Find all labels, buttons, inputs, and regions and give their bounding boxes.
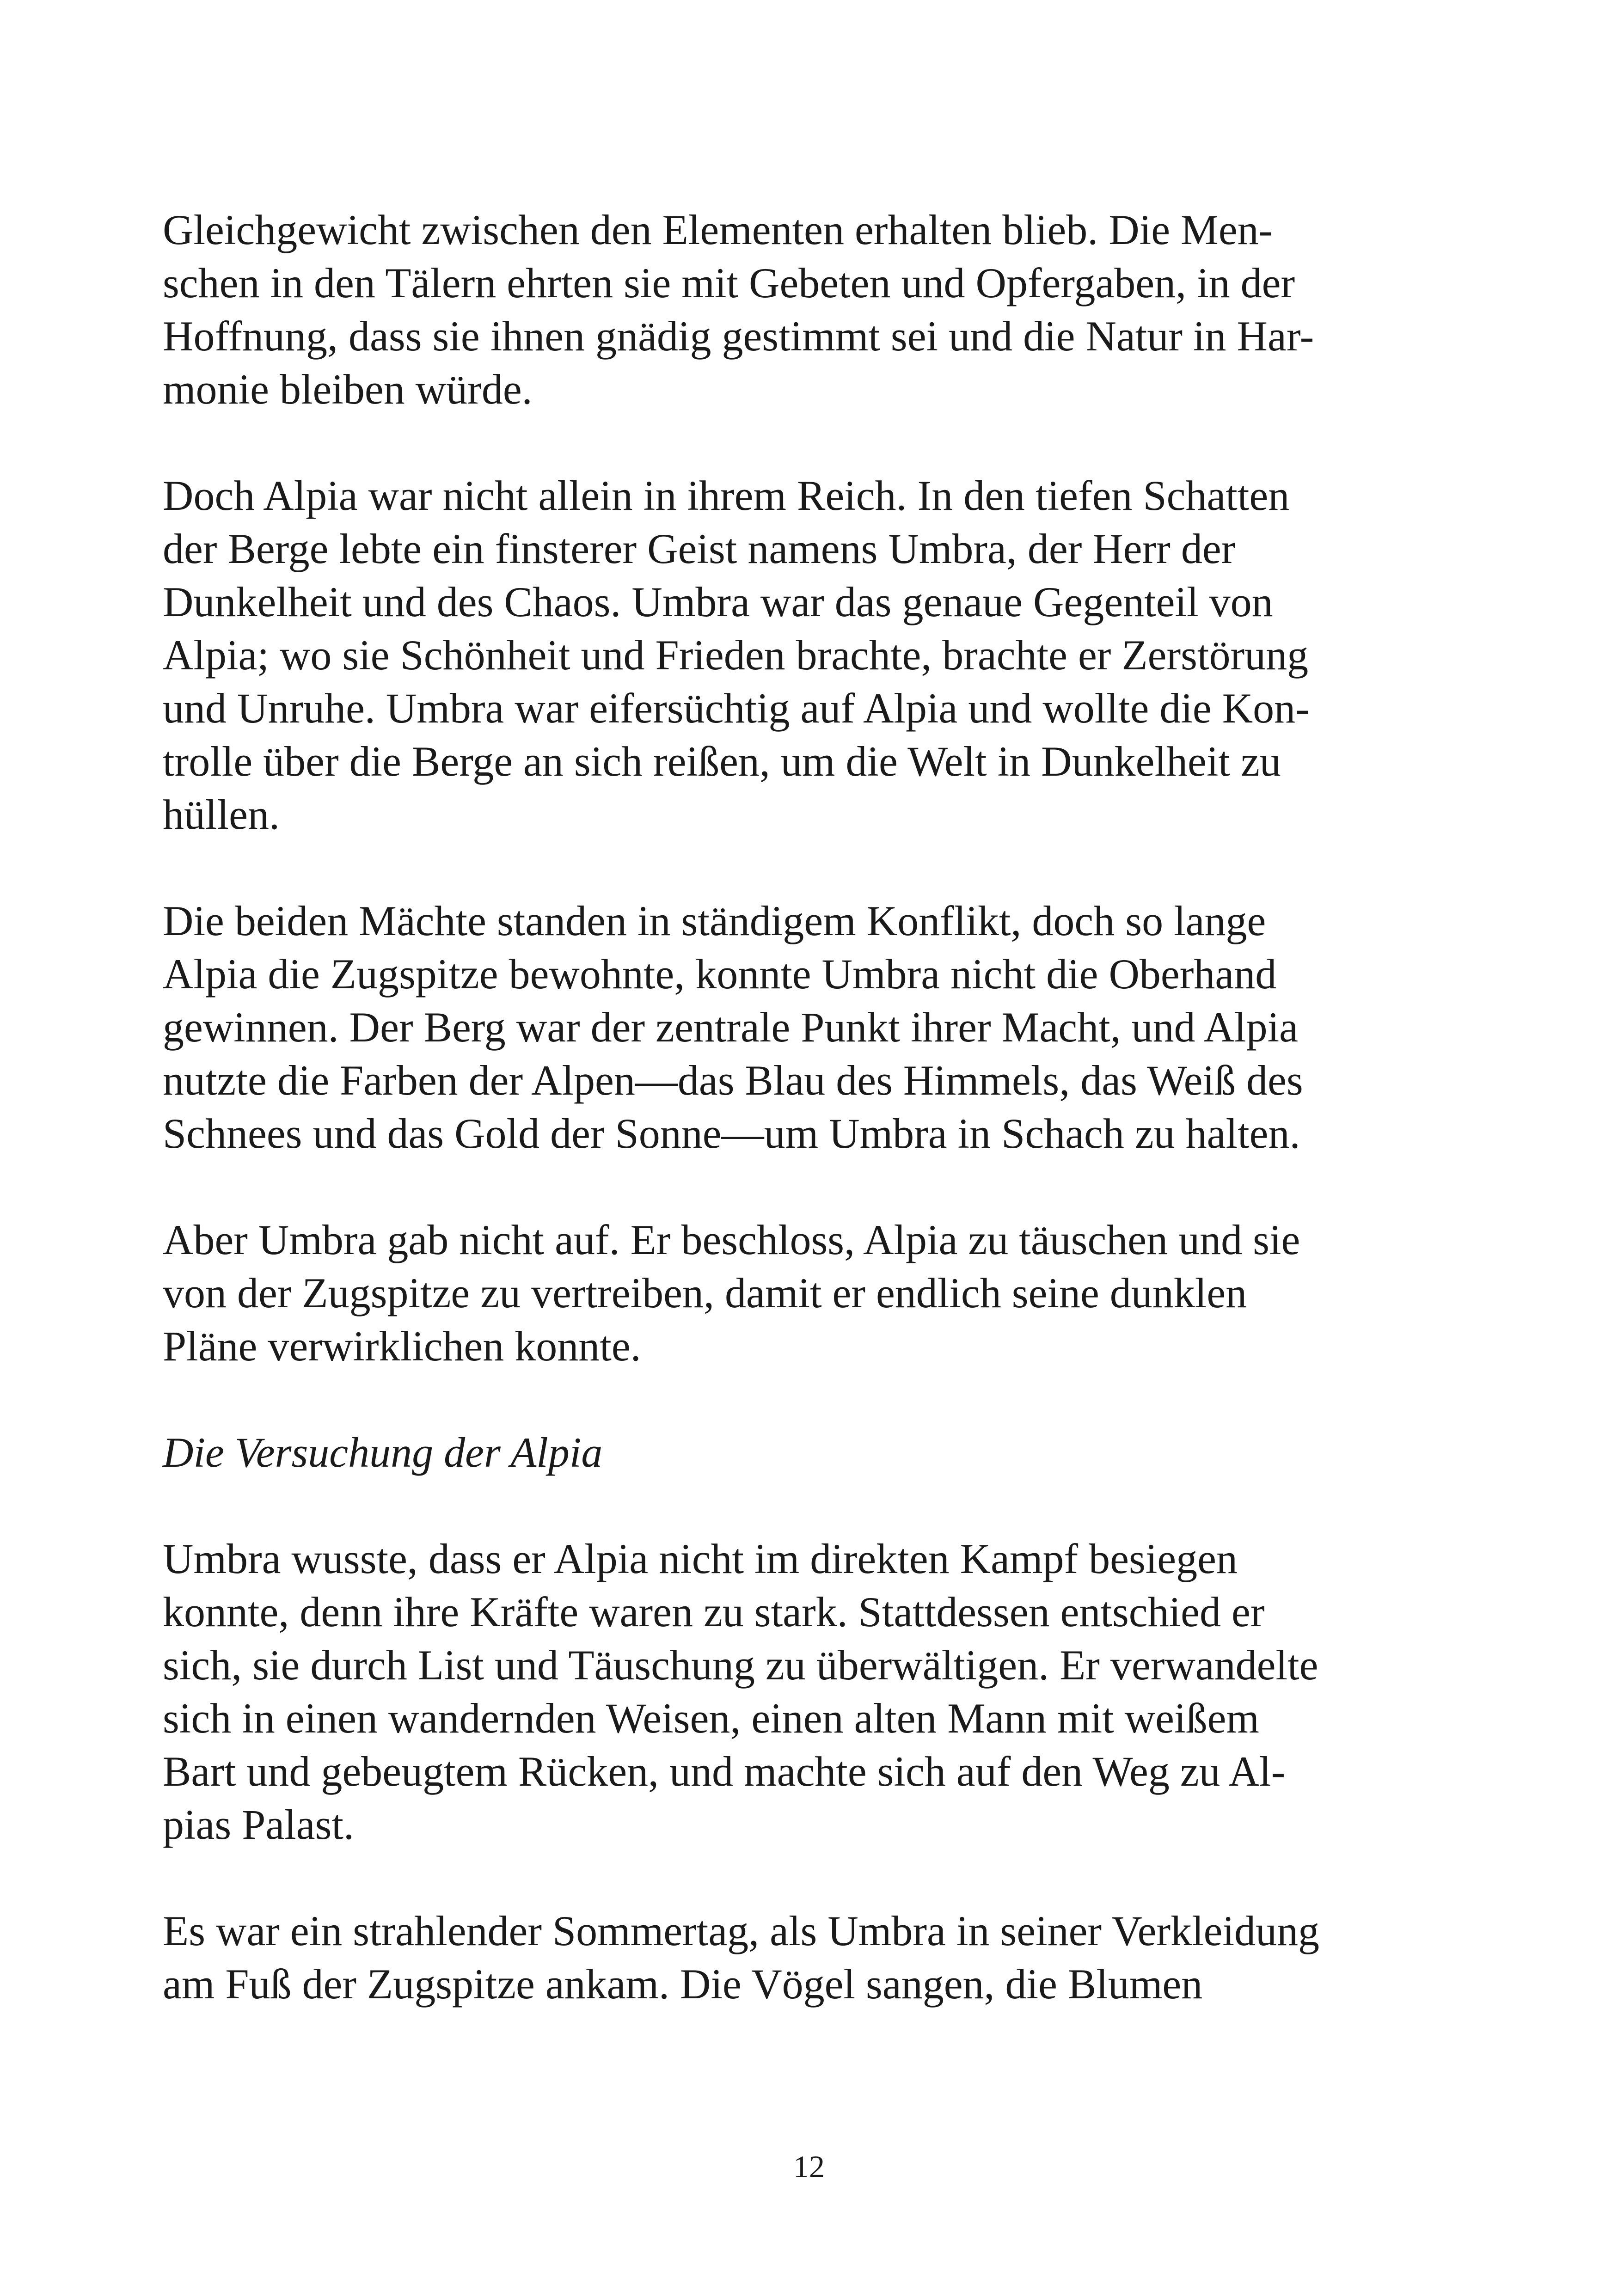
text-line: der Berge lebte ein finsterer Geist namens Umbra, der Herr der	[163, 525, 1236, 572]
text-line: sich in einen wandernden Weisen, einen alten Mann mit weißem	[163, 1695, 1259, 1742]
paragraph-2	[163, 469, 1457, 841]
paragraph-5	[163, 1532, 1457, 1851]
section-heading	[163, 1426, 1457, 1479]
text-line: gewinnen. Der Berg war der zentrale Punkt ihrer Macht, und Alpia	[163, 1004, 1298, 1051]
text-line: monie bleiben würde.	[163, 366, 533, 413]
text-line: konnte, denn ihre Kräfte waren zu stark. Stattdessen entschied er	[163, 1588, 1265, 1635]
section-heading-text: Die Versuchung der Alpia	[163, 1429, 603, 1476]
text-line: Aber Umbra gab nicht auf. Er beschloss, Alpia zu täuschen und sie	[163, 1216, 1300, 1263]
paragraph-1	[163, 203, 1457, 416]
paragraph-4	[163, 1213, 1457, 1373]
text-line: und Unruhe. Umbra war eifersüchtig auf Alpia und wollte die Kon-	[163, 685, 1310, 732]
text-line: Doch Alpia war nicht allein in ihrem Reich. In den tiefen Schatten	[163, 472, 1290, 519]
text-line: Dunkelheit und des Chaos. Umbra war das genaue Gegenteil von	[163, 578, 1273, 625]
text-line: Bart und gebeugtem Rücken, und machte sich auf den Weg zu Al-	[163, 1748, 1286, 1795]
text-line: Schnees und das Gold der Sonne—um Umbra in Schach zu halten.	[163, 1110, 1300, 1157]
text-line: am Fuß der Zugspitze ankam. Die Vögel sangen, die Blumen	[163, 1960, 1203, 2008]
text-line: nutzte die Farben der Alpen—das Blau des Himmels, das Weiß des	[163, 1057, 1303, 1104]
text-line: Es war ein strahlender Sommertag, als Umbra in seiner Verkleidung	[163, 1907, 1320, 1954]
paragraph-3	[163, 894, 1457, 1160]
text-line: Pläne verwirklichen konnte.	[163, 1322, 641, 1370]
text-line: schen in den Tälern ehrten sie mit Gebeten und Opfergaben, in der	[163, 259, 1295, 306]
text-line: trolle über die Berge an sich reißen, um die Welt in Dunkelheit zu	[163, 738, 1281, 785]
text-line: sich, sie durch List und Täuschung zu überwältigen. Er verwandelte	[163, 1641, 1318, 1689]
page-number: 12	[793, 2149, 825, 2184]
paragraph-6	[163, 1904, 1457, 2011]
text-line: pias Palast.	[163, 1801, 354, 1848]
text-line: Hoffnung, dass sie ihnen gnädig gestimmt sei und die Natur in Har-	[163, 312, 1314, 360]
text-line: Umbra wusste, dass er Alpia nicht im direkten Kampf besiegen	[163, 1535, 1238, 1582]
text-line: Die beiden Mächte standen in ständigem Konflikt, doch so lange	[163, 897, 1266, 944]
body-text	[163, 203, 1457, 2064]
text-line: hüllen.	[163, 791, 280, 838]
text-line: von der Zugspitze zu vertreiben, damit er endlich seine dunklen	[163, 1269, 1247, 1316]
text-line: Alpia; wo sie Schönheit und Frieden brachte, brachte er Zerstörung	[163, 631, 1309, 679]
text-line: Alpia die Zugspitze bewohnte, konnte Umbra nicht die Oberhand	[163, 950, 1277, 998]
text-line: Gleichgewicht zwischen den Elementen erhalten blieb. Die Men-	[163, 206, 1273, 253]
